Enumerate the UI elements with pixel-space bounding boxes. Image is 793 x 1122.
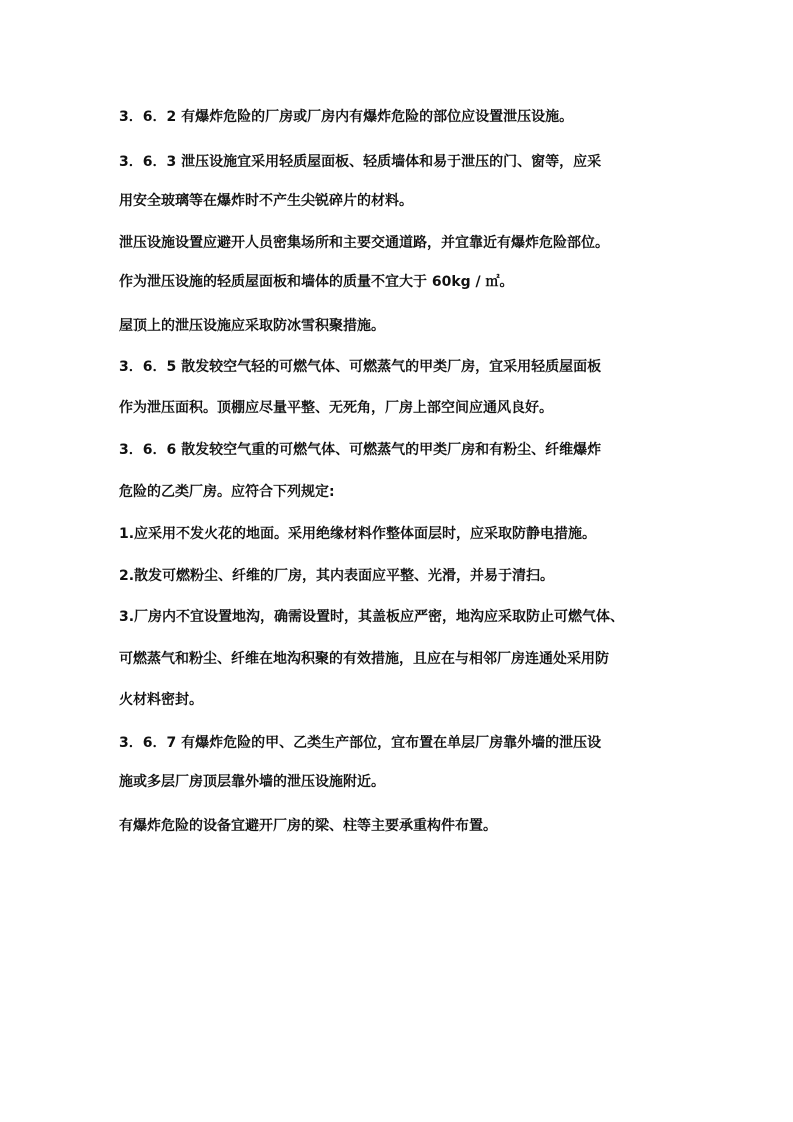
clause-3-6-2: 3．6．2 有爆炸危险的厂房或厂房内有爆炸危险的部位应设置泄压设施。 — [119, 109, 574, 125]
list-item-3-line-1: 3.厂房内不宜设置地沟，确需设置时，其盖板应严密，地沟应采取防止可燃气体、 — [119, 609, 625, 625]
list-item-2: 2.散发可燃粉尘、纤维的厂房，其内表面应平整、光滑，并易于清扫。 — [119, 568, 555, 584]
clause-3-6-3-line-1: 3．6．3 泄压设施宜采用轻质屋面板、轻质墙体和易于泄压的门、窗等，应采 — [119, 154, 602, 170]
paragraph-roof-vent-snow: 屋顶上的泄压设施应采取防冰雪积聚措施。 — [119, 318, 385, 334]
clause-3-6-3-line-2: 用安全玻璃等在爆炸时不产生尖锐碎片的材料。 — [119, 193, 413, 209]
clause-3-6-5-line-2: 作为泄压面积。顶棚应尽量平整、无死角，厂房上部空间应通风良好。 — [119, 400, 553, 416]
list-item-3-line-2: 可燃蒸气和粉尘、纤维在地沟积聚的有效措施，且应在与相邻厂房连通处采用防 — [119, 651, 609, 667]
clause-3-6-5-line-1: 3．6．5 散发较空气轻的可燃气体、可燃蒸气的甲类厂房，宜采用轻质屋面板 — [119, 359, 602, 375]
paragraph-vent-placement: 泄压设施设置应避开人员密集场所和主要交通道路，并宜靠近有爆炸危险部位。 — [119, 235, 609, 251]
paragraph-equipment-placement: 有爆炸危险的设备宜避开厂房的梁、柱等主要承重构件布置。 — [119, 818, 497, 834]
clause-3-6-6-line-1: 3．6．6 散发较空气重的可燃气体、可燃蒸气的甲类厂房和有粉尘、纤维爆炸 — [119, 442, 602, 458]
clause-3-6-7-line-2: 施或多层厂房顶层靠外墙的泄压设施附近。 — [119, 774, 385, 790]
clause-3-6-7-line-1: 3．6．7 有爆炸危险的甲、乙类生产部位，宜布置在单层厂房靠外墙的泄压设 — [119, 735, 602, 751]
list-item-3-line-3: 火材料密封。 — [119, 692, 203, 708]
list-item-1: 1.应采用不发火花的地面。采用绝缘材料作整体面层时，应采取防静电措施。 — [119, 526, 597, 542]
clause-3-6-6-line-2: 危险的乙类厂房。应符合下列规定: — [119, 484, 335, 500]
paragraph-vent-weight: 作为泄压设施的轻质屋面板和墙体的质量不宜大于 60kg / ㎡。 — [119, 274, 514, 290]
